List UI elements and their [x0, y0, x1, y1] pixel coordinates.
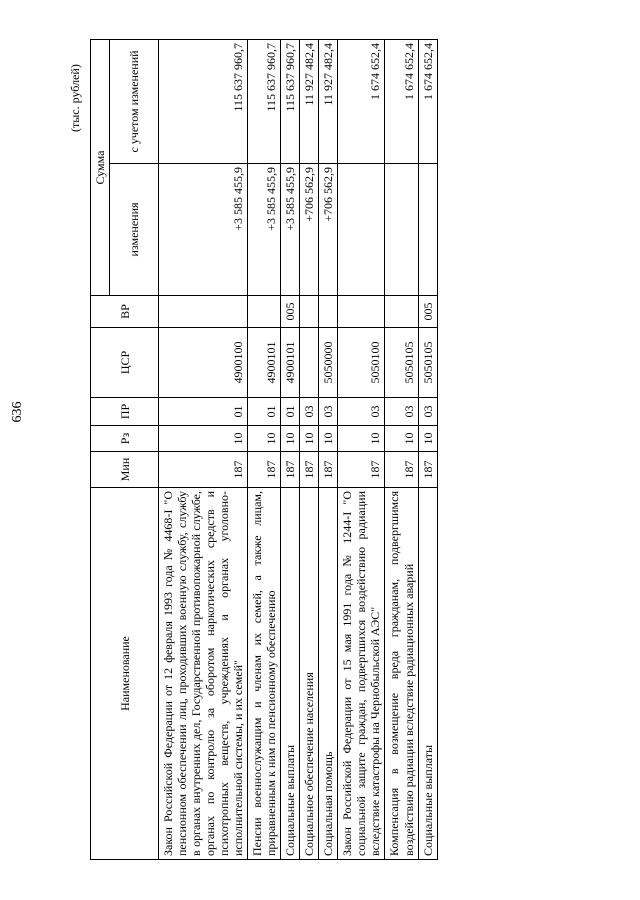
cell-min: 187	[300, 452, 319, 488]
cell-pr: 03	[385, 398, 418, 426]
cell-change	[418, 164, 437, 296]
cell-rz: 10	[248, 426, 281, 452]
cell-pr: 03	[319, 398, 338, 426]
cell-name: Социальные выплаты	[418, 488, 437, 860]
cell-total: 115 637 960,7	[159, 39, 248, 163]
cell-min: 187	[418, 452, 437, 488]
table-body	[159, 39, 438, 859]
cell-name: Закон Российской Федерации от 15 мая 1991 года № 1244-I "О социальной защите граждан, подвергшихся воздействию радиации вследствие катастрофы на Чернобыльской АЭС"	[338, 488, 385, 860]
table-row	[319, 39, 338, 859]
cell-rz: 10	[319, 426, 338, 452]
cell-vr	[300, 296, 319, 328]
cell-csr: 5050105	[385, 328, 418, 398]
cell-change: +706 562,9	[319, 164, 338, 296]
cell-name: Компенсация в возмещение вреда гражданам, подвергшимся воздействию радиации вследствие радиационных аварий	[385, 488, 418, 860]
cell-change	[338, 164, 385, 296]
header-csr: ЦСР	[91, 328, 159, 398]
cell-change: +3 585 455,9	[159, 164, 248, 296]
cell-vr: 005	[418, 296, 437, 328]
cell-csr: 5050105	[418, 328, 437, 398]
header-sum: Сумма	[91, 39, 110, 295]
cell-csr: 4900100	[159, 328, 248, 398]
cell-csr	[300, 328, 319, 398]
cell-min: 187	[248, 452, 281, 488]
cell-pr: 01	[159, 398, 248, 426]
table-row	[418, 39, 437, 859]
cell-csr: 4900101	[281, 328, 300, 398]
cell-csr: 5050000	[319, 328, 338, 398]
header-vr: ВР	[91, 296, 159, 328]
cell-total: 1 674 652,4	[418, 39, 437, 163]
cell-vr	[248, 296, 281, 328]
cell-vr	[338, 296, 385, 328]
table-row	[248, 39, 281, 859]
cell-rz: 10	[338, 426, 385, 452]
cell-total: 115 637 960,7	[248, 39, 281, 163]
table-row	[338, 39, 385, 859]
cell-rz: 10	[385, 426, 418, 452]
units-label: (тыс. рублей)	[68, 64, 82, 132]
cell-rz: 10	[418, 426, 437, 452]
cell-csr: 5050100	[338, 328, 385, 398]
cell-name: Социальная помощь	[319, 488, 338, 860]
cell-vr	[385, 296, 418, 328]
header-pr: ПР	[91, 398, 159, 426]
cell-vr: 005	[281, 296, 300, 328]
header-min: Мин	[91, 452, 159, 488]
table-row	[159, 39, 248, 859]
cell-pr: 01	[248, 398, 281, 426]
table-row	[300, 39, 319, 859]
cell-min: 187	[338, 452, 385, 488]
header-with-changes: с учетом изменений	[110, 39, 159, 163]
header-rz: Рз	[91, 426, 159, 452]
cell-rz: 10	[300, 426, 319, 452]
cell-name: Социальные выплаты	[281, 488, 300, 860]
cell-change	[385, 164, 418, 296]
cell-name: Социальное обеспечение населения	[300, 488, 319, 860]
cell-rz: 10	[159, 426, 248, 452]
cell-pr: 03	[338, 398, 385, 426]
cell-total: 11 927 482,4	[300, 39, 319, 163]
header-changes: изменения	[110, 164, 159, 296]
cell-vr	[319, 296, 338, 328]
cell-min: 187	[319, 452, 338, 488]
cell-total: 11 927 482,4	[319, 39, 338, 163]
cell-name: Пенсии военнослужащим и членам их семей, а также лицам, приравненным к ним по пенсионному обеспечению	[248, 488, 281, 860]
cell-min: 187	[281, 452, 300, 488]
cell-pr: 01	[281, 398, 300, 426]
cell-total: 1 674 652,4	[338, 39, 385, 163]
cell-pr: 03	[300, 398, 319, 426]
table-row	[281, 39, 300, 859]
cell-vr	[159, 296, 248, 328]
cell-change: +706 562,9	[300, 164, 319, 296]
cell-change: +3 585 455,9	[248, 164, 281, 296]
cell-min: 187	[385, 452, 418, 488]
cell-change: +3 585 455,9	[281, 164, 300, 296]
cell-name: Закон Российской Федерации от 12 февраля 1993 года № 4468-I "О пенсионном обеспечении лиц, проходивших военную службу, службу в органах внутренних дел, Государственной противопожарной службе, органах по контролю за оборотом наркотических средств и психотропных веществ, учреждениях и органах уголовно-исполнительной системы, и их семей"	[159, 488, 248, 860]
cell-csr: 4900101	[248, 328, 281, 398]
budget-table	[90, 39, 438, 860]
cell-min: 187	[159, 452, 248, 488]
cell-total: 115 637 960,7	[281, 39, 300, 163]
cell-rz: 10	[281, 426, 300, 452]
cell-total: 1 674 652,4	[385, 39, 418, 163]
table-row	[385, 39, 418, 859]
header-name: Наименование	[91, 488, 159, 860]
page-number: 636	[10, 401, 25, 423]
cell-pr: 03	[418, 398, 437, 426]
